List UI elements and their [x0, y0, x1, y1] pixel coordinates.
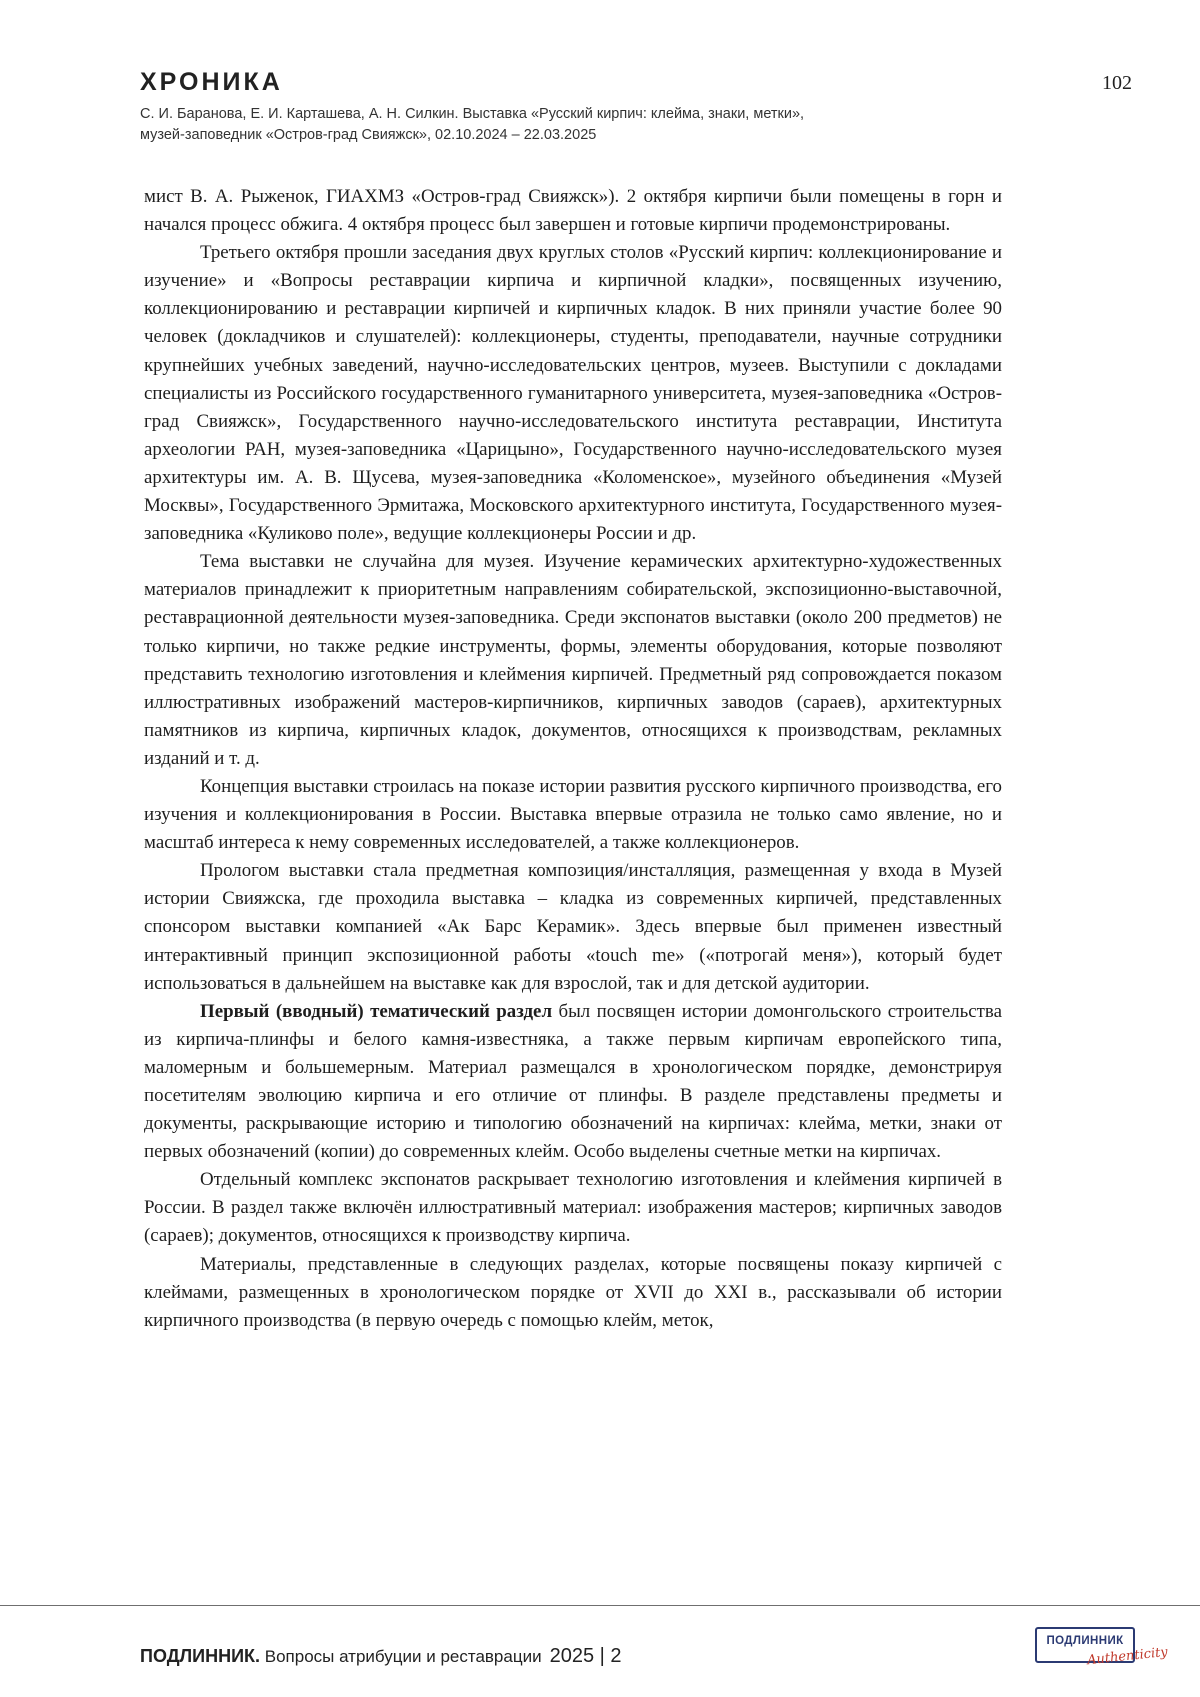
paragraph-7: Отдельный комплекс экспонатов раскрывает технологию изготовления и клеймения кирпичей в России. В раздел также включён иллюстративный материал: изображения мастеров; кирпичных заводов (сараев); документов, относящихся к производству кирпича.	[144, 1169, 1002, 1247]
journal-subtitle: Вопросы атрибуции и реставрации	[260, 1647, 542, 1666]
paragraph-4: Концепция выставки строилась на показе истории развития русского кирпичного производства, его изучения и коллекционирования в России. Выставка впервые отразила не только само явление, но и масштаб интереса к нему современных исследователей, а также коллекционеров.	[144, 775, 1002, 854]
page-number: 102	[1102, 72, 1132, 94]
paragraph-6-text: был посвящен истории домонгольского строительства из кирпича-плинфы и белого камня-известняка, а также первым кирпичам европейского типа, маломерным и большемерным. Материал размещался в хронологическом порядке, демонстрируя посетителям эволюцию кирпича и его отличие от плинфы. В разделе представлены предметы и документы, раскрывающие историю и типологию обозначений на кирпичах: клейма, метки, знаки от первых обозначений (копии) до современных клейм. Особо выделены счетные метки на кирпичах.	[144, 1000, 1002, 1163]
paragraph-1: мист В. А. Рыженок, ГИАХМЗ «Остров-град Свияжск»). 2 октября кирпичи были помещены в горн и начался процесс обжига. 4 октября процесс был завершен и готовые кирпичи продемонстрированы.	[144, 186, 1002, 236]
running-header-line-2: музей-заповедник «Остров-град Свияжск», 02.10.2024 – 22.03.2025	[140, 127, 597, 143]
paragraph-5: Прологом выставки стала предметная композиция/инсталляция, размещенная у входа в Музей истории Свияжска, где проходила выставка – кладка из современных кирпичей, представленных спонсором выставки компанией «Ак Барс Керамик». Здесь впервые был применен известный интерактивный принцип экспозиционной работы «touch me» («потрогай меня»), который будет использоваться в дальнейшем на выставке как для взрослой, так и для детской аудитории.	[144, 860, 1002, 994]
journal-footer	[140, 1645, 622, 1668]
issue-number: 2025 | 2	[549, 1645, 622, 1667]
journal-name: ПОДЛИННИК.	[140, 1646, 261, 1666]
paragraph-2: Третьего октября прошли заседания двух круглых столов «Русский кирпич: коллекционирование и изучение» и «Вопросы реставрации кирпича и кирпичной кладки», посвященных изучению, коллекционированию и реставрации кирпичей и кирпичных кладок. В них приняли участие более 90 человек (докладчиков и слушателей): коллекционеры, студенты, преподаватели, научные сотрудники крупнейших учебных заведений, научно-исследовательских центров, музеев. Выступили с докладами специалисты из Российского государственного гуманитарного университета, музея-заповедника «Остров-град Свияжск», Государственного научно-исследовательского института реставрации, Института археологии РАН, музея-заповедника «Царицыно», Государственного научно-исследовательского музея архитектуры им. А. В. Щусева, музея-заповедника «Коломенское», музейного объединения «Музей Москвы», Государственного Эрмитажа, Московского архитектурного института, Государственного музея-заповедника «Куликово поле», ведущие коллекционеры России и др.	[144, 242, 1002, 545]
running-header-line-1: С. И. Баранова, Е. И. Карташева, А. Н. Силкин. Выставка «Русский кирпич: клейма, знаки, метки»,	[140, 106, 805, 122]
logo-script: Authenticity	[1086, 1644, 1169, 1669]
article-body	[144, 183, 1002, 1335]
footer-divider	[0, 1605, 1200, 1606]
journal-logo	[1035, 1627, 1169, 1671]
paragraph-6	[144, 998, 1002, 1167]
paragraph-3: Тема выставки не случайна для музея. Изучение керамических архитектурно-художественных материалов принадлежит к приоритетным направлениям собирательской, экспозиционно-выставочной, реставрационной деятельности музея-заповедника. Среди экспонатов выставки (около 200 предметов) не только кирпичи, но также редкие инструменты, формы, элементы оборудования, которые позволяют представить технологию изготовления и клеймения кирпичей. Предметный ряд сопровождается показом иллюстративных изображений мастеров-кирпичников, кирпичных заводов (сараев), архитектурных памятников из кирпича, кирпичных кладок, документов, относящихся к производствам, рекламных изданий и т. д.	[144, 551, 1002, 769]
running-header	[140, 104, 1040, 146]
section-heading-bold: Первый (вводный) тематический раздел	[200, 1000, 553, 1022]
logo-text: ПОДЛИННИК	[1046, 1635, 1124, 1647]
paragraph-8: Материалы, представленные в следующих разделах, которые посвящены показу кирпичей с клеймами, размещенных в хронологическом порядке от XVII до XXI в., рассказывали об истории кирпичного производства (в первую очередь с помощью клейм, меток,	[144, 1253, 1002, 1331]
section-title: ХРОНИКА	[140, 68, 283, 96]
